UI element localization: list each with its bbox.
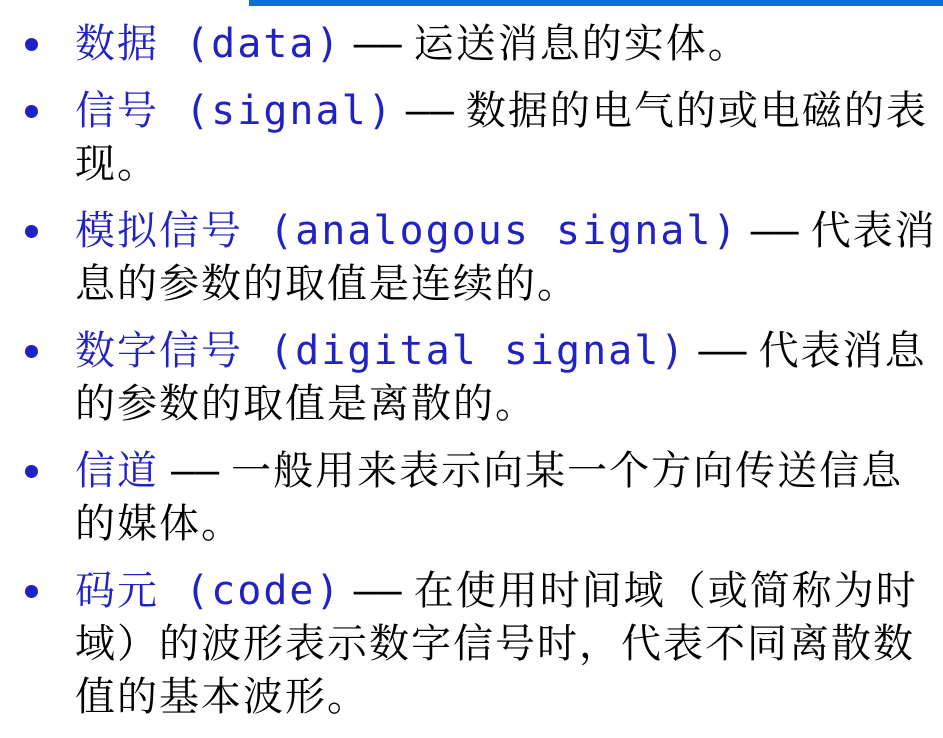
definition-text: 在使用时间域（或简称为时域）的波形表示数字信号时，代表不同离散数值的基本波形。 (75, 568, 918, 720)
bullet-icon (25, 105, 38, 118)
term-text: 数字信号 (digital signal) (75, 328, 687, 374)
bullet-icon (25, 345, 38, 358)
bullet-icon (25, 585, 38, 598)
dash-separator: —— (698, 328, 747, 374)
term-text: 信号 (signal) (75, 88, 394, 134)
definition-text: 代表消息的参数的取值是连续的。 (75, 208, 937, 307)
definition-text: 运送消息的实体。 (413, 21, 750, 67)
dash-separator: —— (405, 88, 454, 134)
slide-top-rule (249, 0, 943, 6)
bullet-icon (25, 38, 38, 51)
definition-list (0, 18, 943, 738)
list-item (0, 85, 943, 191)
list-item (0, 18, 943, 71)
dash-separator: —— (750, 208, 799, 254)
bullet-icon (25, 465, 38, 478)
dash-separator: —— (171, 448, 220, 494)
list-item (0, 445, 943, 551)
bullet-icon (25, 225, 38, 238)
list-item (0, 205, 943, 311)
term-text: 码元 (code) (75, 568, 342, 614)
definition-text: 代表消息的参数的取值是离散的。 (75, 328, 927, 427)
term-text: 数据 (data) (75, 21, 342, 67)
definition-text: 一般用来表示向某一个方向传送信息的媒体。 (75, 448, 904, 547)
dash-separator: —— (353, 21, 402, 67)
definition-text: 数据的电气的或电磁的表现。 (75, 88, 928, 187)
term-text: 模拟信号 (analogous signal) (75, 208, 739, 254)
term-text: 信道 (75, 448, 159, 494)
list-item (0, 325, 943, 431)
list-item (0, 565, 943, 724)
dash-separator: —— (353, 568, 402, 614)
